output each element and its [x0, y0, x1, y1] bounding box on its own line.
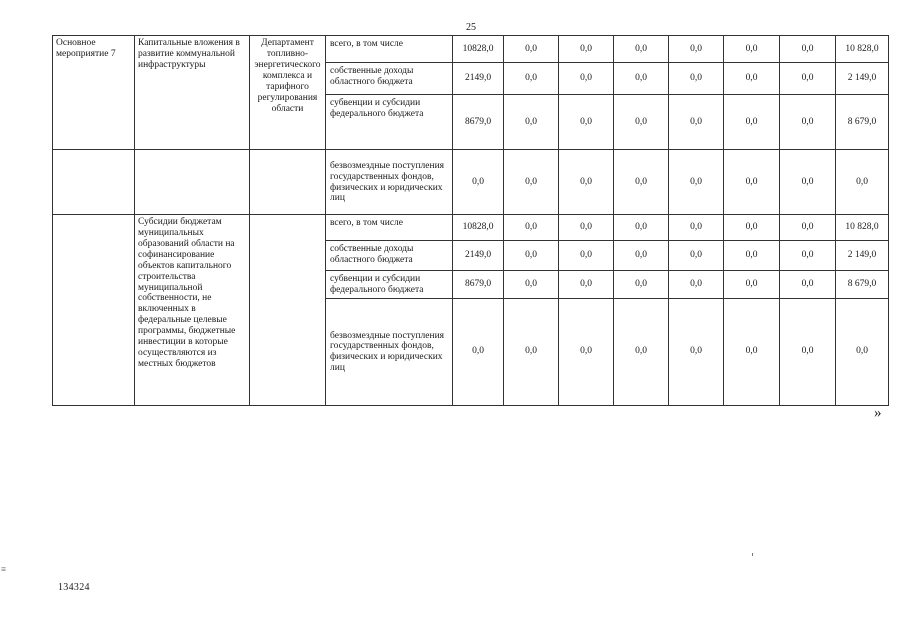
- department-cell-empty: [250, 215, 326, 406]
- value-cell: 0,0: [453, 298, 504, 405]
- department-cell-empty: [250, 150, 326, 215]
- value-cell: 0,0: [669, 36, 724, 63]
- value-cell: 0,0: [559, 298, 614, 405]
- department-cell: Департамент топливно-энергетического комплекса и тарифного регулирования области: [250, 36, 326, 150]
- table-row: [53, 150, 889, 215]
- value-cell: 0,0: [614, 271, 669, 299]
- value-cell: 8 679,0: [836, 95, 889, 150]
- value-cell: 0,0: [724, 36, 780, 63]
- value-cell: 0,0: [614, 150, 669, 215]
- value-cell: 0,0: [559, 150, 614, 215]
- funding-source-cell: всего, в том числе: [326, 36, 453, 63]
- value-cell: 0,0: [504, 36, 559, 63]
- funding-source-cell: собственные доходы областного бюджета: [326, 63, 453, 95]
- value-cell: 0,0: [669, 298, 724, 405]
- table-row: [53, 36, 889, 63]
- value-cell: 0,0: [614, 215, 669, 241]
- value-cell: 0,0: [453, 150, 504, 215]
- funding-source-cell: безвозмездные поступления государственных фондов, физических и юридических лиц: [326, 298, 453, 405]
- value-cell: 8679,0: [453, 271, 504, 299]
- value-cell: 0,0: [559, 63, 614, 95]
- measure-cell-empty: [53, 150, 135, 215]
- value-cell: 0,0: [559, 271, 614, 299]
- value-cell: 0,0: [724, 215, 780, 241]
- value-cell: 0,0: [614, 95, 669, 150]
- value-cell: 10 828,0: [836, 215, 889, 241]
- value-cell: 0,0: [669, 241, 724, 271]
- value-cell: 0,0: [614, 63, 669, 95]
- value-cell: 0,0: [559, 95, 614, 150]
- scan-mark: ≡: [1, 564, 7, 574]
- section-name-cell-empty: [135, 150, 250, 215]
- value-cell: 0,0: [504, 215, 559, 241]
- value-cell: 0,0: [724, 95, 780, 150]
- value-cell: 2 149,0: [836, 63, 889, 95]
- value-cell: 0,0: [724, 298, 780, 405]
- section-name-cell: Капитальные вложения в развитие коммунальной инфраструктуры: [135, 36, 250, 150]
- value-cell: 0,0: [504, 95, 559, 150]
- value-cell: 0,0: [669, 95, 724, 150]
- scan-artifact: [752, 553, 753, 556]
- closing-quote: »: [874, 405, 882, 421]
- value-cell: 0,0: [504, 63, 559, 95]
- value-cell: 0,0: [504, 271, 559, 299]
- value-cell: 2149,0: [453, 241, 504, 271]
- value-cell: 0,0: [504, 298, 559, 405]
- value-cell: 0,0: [780, 271, 836, 299]
- value-cell: 0,0: [724, 63, 780, 95]
- funding-source-cell: субвенции и субсидии федерального бюджета: [326, 271, 453, 299]
- measure-cell: Основное мероприятие 7: [53, 36, 135, 150]
- measure-cell-empty: [53, 215, 135, 406]
- value-cell: 0,0: [836, 298, 889, 405]
- value-cell: 0,0: [614, 298, 669, 405]
- value-cell: 0,0: [780, 150, 836, 215]
- budget-table: [52, 35, 889, 406]
- value-cell: 10 828,0: [836, 36, 889, 63]
- value-cell: 0,0: [669, 215, 724, 241]
- value-cell: 2 149,0: [836, 241, 889, 271]
- value-cell: 0,0: [669, 63, 724, 95]
- funding-source-cell: всего, в том числе: [326, 215, 453, 241]
- value-cell: 0,0: [780, 241, 836, 271]
- document-code: 134324: [58, 582, 90, 593]
- value-cell: 0,0: [780, 36, 836, 63]
- value-cell: 0,0: [504, 241, 559, 271]
- value-cell: 10828,0: [453, 215, 504, 241]
- value-cell: 0,0: [559, 215, 614, 241]
- value-cell: 0,0: [559, 36, 614, 63]
- value-cell: 0,0: [780, 95, 836, 150]
- value-cell: 0,0: [669, 150, 724, 215]
- value-cell: 0,0: [724, 150, 780, 215]
- value-cell: 0,0: [669, 271, 724, 299]
- value-cell: 0,0: [614, 241, 669, 271]
- value-cell: 0,0: [724, 241, 780, 271]
- value-cell: 0,0: [504, 150, 559, 215]
- value-cell: 0,0: [780, 298, 836, 405]
- value-cell: 0,0: [614, 36, 669, 63]
- value-cell: 0,0: [836, 150, 889, 215]
- section-name-cell: Субсидии бюджетам муниципальных образований области на софинансирование объектов капитального строительства муниципальной собственности, не включенных в федеральные целевые программы, бюджетные инвестиции в которые осуществляются из местных бюджетов: [135, 215, 250, 406]
- value-cell: 0,0: [780, 215, 836, 241]
- value-cell: 0,0: [559, 241, 614, 271]
- value-cell: 8679,0: [453, 95, 504, 150]
- funding-source-cell: субвенции и субсидии федерального бюджета: [326, 95, 453, 150]
- funding-source-cell: безвозмездные поступления государственных фондов, физических и юридических лиц: [326, 150, 453, 215]
- value-cell: 10828,0: [453, 36, 504, 63]
- funding-source-cell: собственные доходы областного бюджета: [326, 241, 453, 271]
- value-cell: 0,0: [780, 63, 836, 95]
- value-cell: 0,0: [724, 271, 780, 299]
- page-number: 25: [466, 22, 476, 33]
- value-cell: 2149,0: [453, 63, 504, 95]
- table-row: [53, 215, 889, 241]
- value-cell: 8 679,0: [836, 271, 889, 299]
